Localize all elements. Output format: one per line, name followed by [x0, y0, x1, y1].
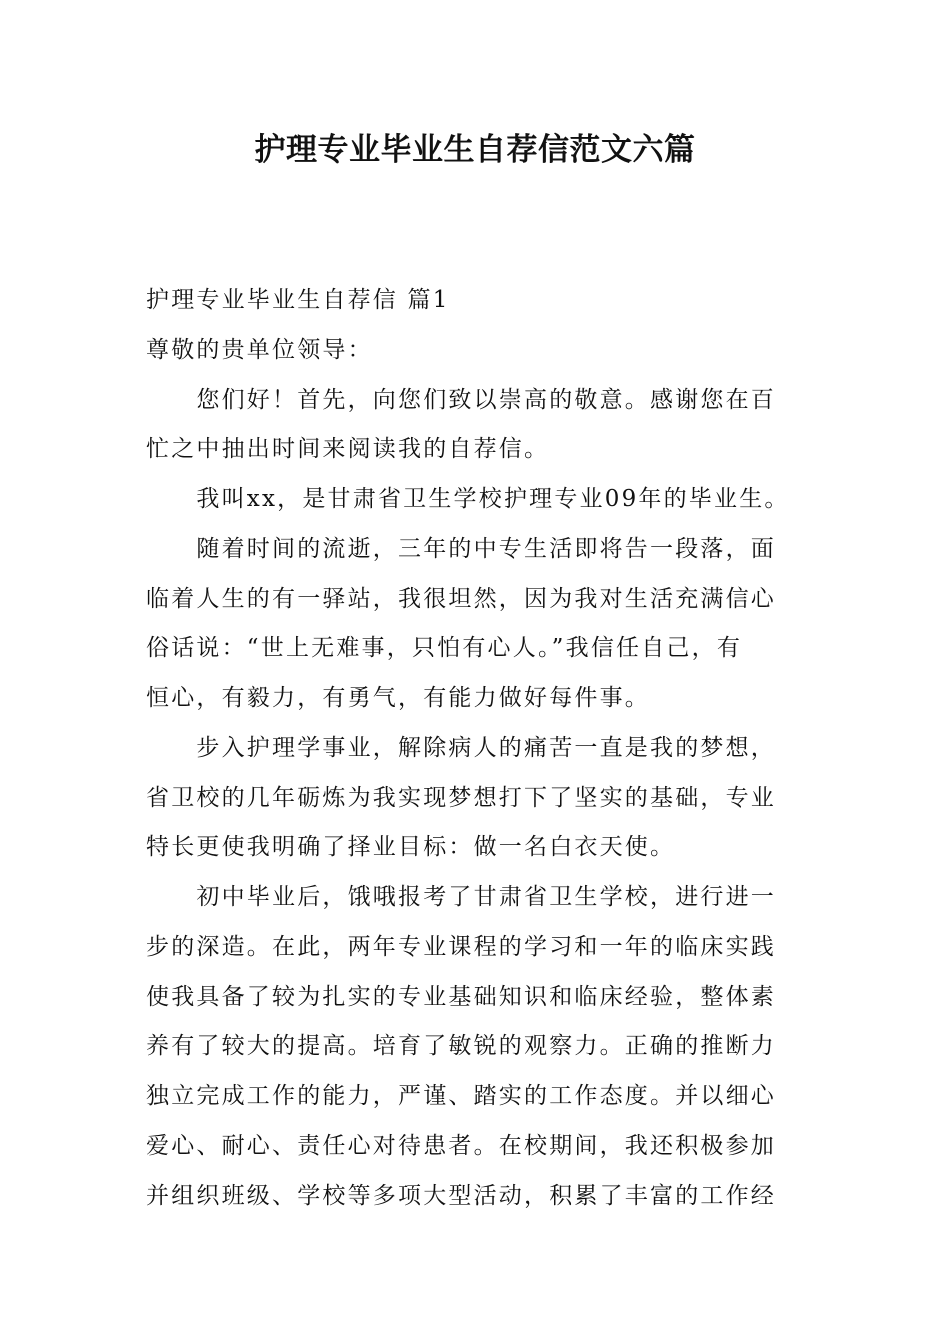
body-line: 特长更使我明确了择业目标：做一名白衣天使。 [146, 834, 676, 860]
body-line: 初中毕业后，饿哦报考了甘肃省卫生学校，进行进一 [146, 884, 776, 910]
body-line: 临着人生的有一驿站，我很坦然，因为我对生活充满信心 [146, 586, 776, 612]
body-line: 省卫校的几年砺炼为我实现梦想打下了坚实的基础，专业 [146, 785, 776, 811]
body-line: 俗话说：“世上无难事，只怕有心人。”我信任自己，有 [146, 635, 743, 661]
body-line: 步的深造。在此，两年专业课程的学习和一年的临床实践 [146, 934, 776, 960]
section-heading: 护理专业毕业生自荐信 篇1 [146, 287, 450, 313]
body-line: 步入护理学事业，解除病人的痛苦一直是我的梦想， [146, 735, 776, 761]
document-title: 护理专业毕业生自荐信范文六篇 [254, 132, 696, 168]
body-line: 随着时间的流逝，三年的中专生活即将告一段落，面 [146, 536, 776, 562]
body-line: 养有了较大的提高。培育了敏锐的观察力。正确的推断力 [146, 1033, 776, 1059]
body-line: 我叫xx，是甘肃省卫生学校护理专业09年的毕业生。 [146, 486, 790, 512]
body-line: 您们好！首先，向您们致以崇高的敬意。感谢您在百 [146, 387, 776, 413]
salutation: 尊敬的贵单位领导： [146, 337, 373, 363]
body-line: 恒心，有毅力，有勇气，有能力做好每件事。 [146, 685, 650, 711]
body-line: 忙之中抽出时间来阅读我的自荐信。 [146, 436, 550, 462]
body-line: 独立完成工作的能力，严谨、踏实的工作态度。并以细心 [146, 1083, 776, 1109]
body-line: 使我具备了较为扎实的专业基础知识和临床经验，整体素 [146, 984, 776, 1010]
body-line: 并组织班级、学校等多项大型活动，积累了丰富的工作经 [146, 1183, 776, 1209]
body-line: 爱心、耐心、责任心对待患者。在校期间，我还积极参加 [146, 1133, 776, 1159]
